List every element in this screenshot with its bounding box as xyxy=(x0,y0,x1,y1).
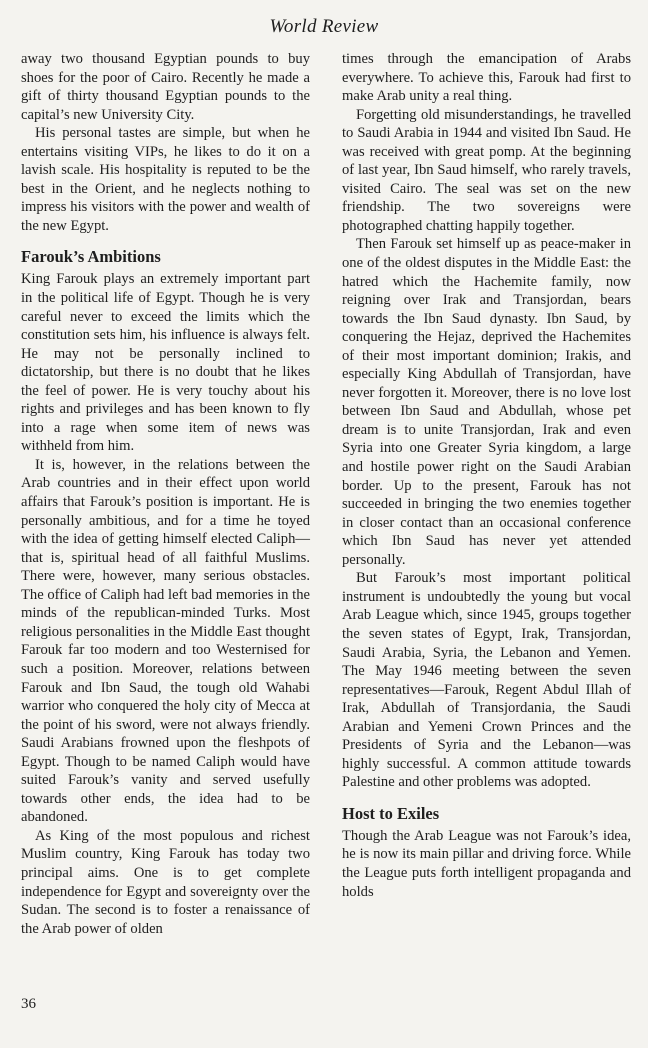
paragraph: Forgetting old misunderstandings, he travelled to Saudi Arabia in 1944 and visited Ibn Saud. He was received with great pomp. At the beginning of last year, Ibn Saud himself, who rarely travels, visited Cairo. The seal was set on the new friendship. The two sovereigns were photographed chatting happily together. xyxy=(342,106,631,234)
paragraph: King Farouk plays an extremely important part in the political life of Egypt. Though he is very careful never to exceed the limits which the constitution sets him, his influence is always felt. He may not be personally inclined to dictatorship, but there is no doubt that he likes the feel of power. He is very touchy about his rights and privileges and has been known to fly into a rage when some item of news was withheld from him. xyxy=(21,271,310,455)
paragraph: But Farouk’s most important political instrument is undoubtedly the young but vocal Arab League which, since 1945, groups together the seven states of Egypt, Irak, Transjordan, Saudi Arabia, Syria, the Lebanon and Yemen. The May 1946 meeting between the seven representatives—Farouk, Regent Abdul Illah of Irak, Abdullah of Transjordania, the Saudi Arabian and Yemeni Crown Princes and the Presidents of Syria and the Lebanon—was highly successful. A common attitude towards Palestine and other problems was adopted. xyxy=(342,570,631,791)
section-heading: Farouk’s Ambitions xyxy=(21,247,161,267)
page-number: 36 xyxy=(21,996,36,1012)
paragraph: away two thousand Egyptian pounds to buy shoes for the poor of Cairo. Recently he made a gift of thirty thousand Egyptian pounds to the capital’s new University City. xyxy=(21,51,310,123)
left-column xyxy=(21,50,310,938)
paragraph: As King of the most populous and richest Muslim country, King Farouk has today two principal aims. One is to get complete independence for Egypt and sovereignty over the Sudan. The second is to foster a renaissance of the Arab power of olden xyxy=(21,827,310,937)
paragraph: Though the Arab League was not Farouk’s idea, he is now its main pillar and driving force. While the League puts forth intelligent propaganda and holds xyxy=(342,827,631,900)
paragraph: It is, however, in the relations between the Arab countries and in their effect upon world affairs that Farouk’s position is important. He is personally ambitious, and for a time he toyed with the idea of getting himself elected Caliph—that is, spiritual head of all faithful Muslims. There were, however, many serious obstacles. The office of Caliph had left bad memories in the minds of the republican-minded Turks. Most religious personalities in the Middle East thought Farouk far too modern and too Westernised for such a position. Moreover, relations between Farouk and Ibn Saud, the tough old Wahabi warrior who conquered the holy city of Mecca at the point of his sword, were not always friendly. Saudi Arabians frowned upon the fleshpots of Egypt. Though to be named Caliph would have suited Farouk’s vanity and served usefully towards other ends, the idea had to be abandoned. xyxy=(21,456,310,826)
section-heading: Host to Exiles xyxy=(342,803,440,823)
paragraph: His personal tastes are simple, but when he entertains visiting VIPs, he likes to do it on a lavish scale. His hospitality is reputed to be the best in the Orient, and he neglects nothing to impress his visitors with the power and wealth of the new Egypt. xyxy=(21,125,310,234)
running-title: World Review xyxy=(269,16,379,37)
right-column xyxy=(342,50,631,901)
paragraph: times through the emancipation of Arabs everywhere. To achieve this, Farouk had first to make Arab unity a real thing. xyxy=(342,51,631,105)
paragraph: Then Farouk set himself up as peace-maker in one of the oldest disputes in the Middle East: the hatred which the Hachemite family, now reigning over Irak and Transjordan, bears towards the Ibn Saud dynasty. Ibn Saud, by conquering the Hejaz, deprived the Hachemites of their most important dominion; Irakis, and especially King Abdullah of Transjordan, have never forgotten it. Moreover, there is no love lost between Ibn Saud and Abdullah, whose pet dream is to unite Transjordan, Irak and even Syria into one Greater Syria kingdom, a large and hostile power right on the Saudi Arabian border. Up to the present, Farouk has not succeeded in bringing the two enemies together in closer contact than an occasional conference which Ibn Saud has never yet attended personally. xyxy=(342,236,631,568)
